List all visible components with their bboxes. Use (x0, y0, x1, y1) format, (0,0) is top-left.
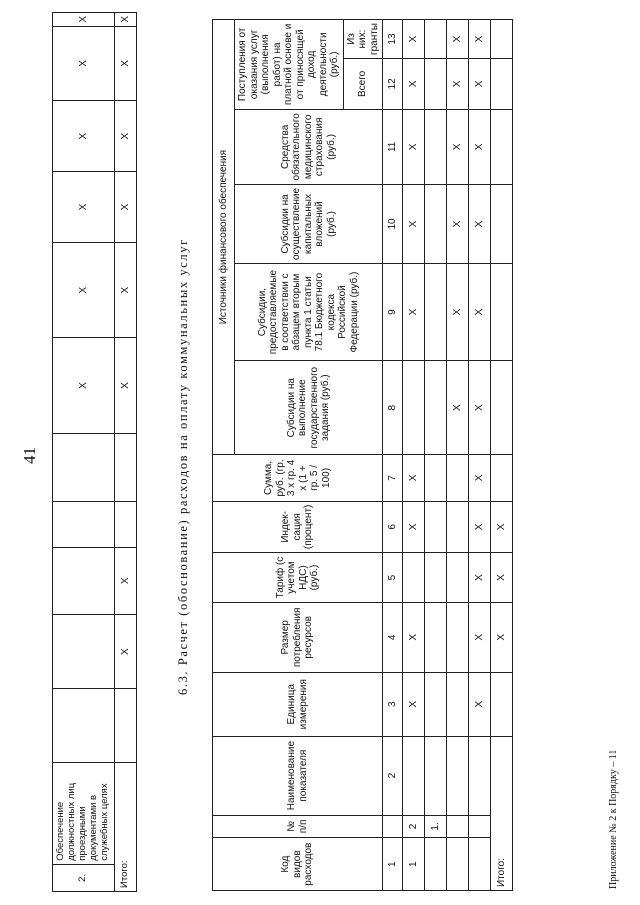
header-income: Поступления от оказания услуг (выполнения работ) на платной основе и от приносящей доход деятельности (руб.) (235, 20, 344, 110)
header-total: Всего (343, 59, 383, 110)
header-oms: Средства обязательного медицинского страхования (руб.) (235, 109, 383, 184)
x-cell: X (53, 242, 115, 337)
x-cell: X (115, 101, 137, 172)
col-number: 2 (383, 736, 403, 815)
empty-cell (491, 184, 513, 263)
empty-cell (425, 263, 447, 360)
x-cell: X (447, 20, 469, 59)
empty-cell (425, 672, 447, 736)
empty-cell (425, 361, 447, 455)
x-cell: X (447, 109, 469, 184)
empty-cell (53, 502, 115, 548)
table-row (469, 20, 491, 891)
x-cell: X (53, 101, 115, 172)
x-cell: X (53, 338, 115, 433)
x-cell: X (115, 242, 137, 337)
empty-cell (425, 184, 447, 263)
continuation-table (52, 12, 137, 892)
empty-cell (53, 547, 115, 614)
col-number: 8 (383, 361, 403, 455)
empty-cell (425, 553, 447, 603)
table-row (115, 13, 137, 892)
x-cell: X (469, 672, 491, 736)
x-cell: X (115, 13, 137, 27)
empty-cell (403, 553, 425, 603)
col-number: 13 (383, 20, 403, 59)
header-grants: Из них: гранты (343, 20, 383, 59)
num-cell: 1. (425, 815, 447, 838)
header-tariff: Тариф (с учетом НДС) (руб.) (213, 553, 383, 603)
x-cell: X (491, 553, 513, 603)
x-cell: X (469, 20, 491, 59)
empty-cell (425, 109, 447, 184)
col-number: 4 (383, 602, 403, 672)
empty-cell (469, 736, 491, 815)
empty-cell (491, 455, 513, 501)
x-cell: X (469, 263, 491, 360)
empty-cell (491, 263, 513, 360)
x-cell: X (447, 361, 469, 455)
x-cell: X (115, 172, 137, 243)
x-cell: X (115, 26, 137, 100)
table-row (403, 20, 425, 891)
utilities-calculation-table (212, 19, 513, 891)
empty-cell (491, 361, 513, 455)
empty-cell (425, 455, 447, 501)
total-label-cell: Итого: (491, 736, 513, 890)
empty-cell (447, 838, 469, 891)
empty-cell (425, 20, 447, 59)
row-label-cell: Обеспечение должностных лиц проездными документами в служебных целях (53, 762, 115, 864)
col-number: 12 (383, 59, 403, 110)
empty-cell (53, 614, 115, 688)
col-number (383, 815, 403, 838)
empty-cell (447, 455, 469, 501)
x-cell: X (447, 184, 469, 263)
x-cell: X (53, 13, 115, 27)
table-row (447, 20, 469, 891)
total-row (491, 20, 513, 891)
x-cell: X (403, 602, 425, 672)
empty-cell (425, 59, 447, 110)
x-cell: X (403, 672, 425, 736)
header-subsidy-capital: Субсидии на осуществление капитальных вложений (руб.) (235, 184, 383, 263)
col-number: 9 (383, 263, 403, 360)
num-cell: 2 (403, 815, 425, 838)
empty-cell (403, 736, 425, 815)
x-cell: X (53, 172, 115, 243)
empty-cell (425, 501, 447, 552)
code-cell: 1 (403, 838, 425, 891)
empty-cell (447, 736, 469, 815)
x-cell: X (115, 547, 137, 614)
header-index: Индек-сация (процент) (213, 501, 383, 552)
x-cell: X (403, 501, 425, 552)
col-number: 11 (383, 109, 403, 184)
empty-cell (115, 689, 137, 763)
x-cell: X (403, 59, 425, 110)
empty-cell (491, 672, 513, 736)
page-number: 41 (20, 447, 39, 464)
empty-cell (403, 361, 425, 455)
x-cell: X (469, 501, 491, 552)
empty-cell (447, 602, 469, 672)
header-sources: Источники финансового обеспечения (213, 20, 235, 455)
table-row (425, 20, 447, 891)
header-unit: Единица измерения (213, 672, 383, 736)
x-cell: X (491, 501, 513, 552)
column-number-row (383, 20, 403, 891)
header-subsidy-781: Субсидии, предоставляемые в соответствии с абзацем вторым пункта 1 статьи 78.1 Бюджетного кодекса Российской Федерации (руб.) (235, 263, 383, 360)
empty-cell (425, 602, 447, 672)
row-number-cell: 2. (53, 864, 115, 891)
header-subsidy-state: Субсидии на выполнение государственного задания (руб.) (235, 361, 383, 455)
x-cell: X (403, 455, 425, 501)
x-cell: X (447, 59, 469, 110)
x-cell: X (469, 109, 491, 184)
col-number: 3 (383, 672, 403, 736)
empty-cell (53, 689, 115, 763)
header-sum: Сумма, руб. (гр. 3 x гр. 4 x (1 + гр. 5 / 100) (213, 455, 383, 501)
empty-cell (491, 109, 513, 184)
x-cell: X (469, 361, 491, 455)
empty-cell (115, 433, 137, 501)
empty-cell (425, 736, 447, 815)
section-title: 6.3. Расчет (обоснование) расходов на оплату коммунальных услуг (176, 238, 190, 695)
empty-cell (469, 815, 491, 838)
x-cell: X (403, 20, 425, 59)
empty-cell (447, 501, 469, 552)
empty-cell (115, 502, 137, 548)
empty-cell (491, 59, 513, 110)
col-number: 7 (383, 455, 403, 501)
col-number: 10 (383, 184, 403, 263)
col-number: 5 (383, 553, 403, 603)
total-label-cell: Итого: (115, 762, 137, 891)
empty-cell (53, 433, 115, 501)
col-number: 1 (383, 838, 403, 891)
empty-cell (447, 815, 469, 838)
x-cell: X (403, 263, 425, 360)
table-row (53, 13, 115, 892)
empty-cell (447, 553, 469, 603)
empty-cell (447, 672, 469, 736)
header-row (213, 20, 235, 891)
empty-cell (491, 20, 513, 59)
x-cell: X (447, 263, 469, 360)
x-cell: X (53, 26, 115, 100)
footer-note: Приложение № 2 к Порядку – 11 (608, 749, 619, 889)
x-cell: X (469, 59, 491, 110)
x-cell: X (403, 184, 425, 263)
x-cell: X (491, 602, 513, 672)
x-cell: X (115, 338, 137, 433)
empty-cell (469, 838, 491, 891)
x-cell: X (469, 184, 491, 263)
header-num: № п/п (213, 815, 383, 838)
x-cell: X (469, 553, 491, 603)
x-cell: X (115, 614, 137, 688)
empty-cell (425, 838, 447, 891)
x-cell: X (469, 455, 491, 501)
header-name: Наименование показателя (213, 736, 383, 815)
header-size: Размер потребления ресурсов (213, 602, 383, 672)
x-cell: X (469, 602, 491, 672)
x-cell: X (403, 109, 425, 184)
header-code: Код видов расходов (213, 838, 383, 891)
col-number: 6 (383, 501, 403, 552)
